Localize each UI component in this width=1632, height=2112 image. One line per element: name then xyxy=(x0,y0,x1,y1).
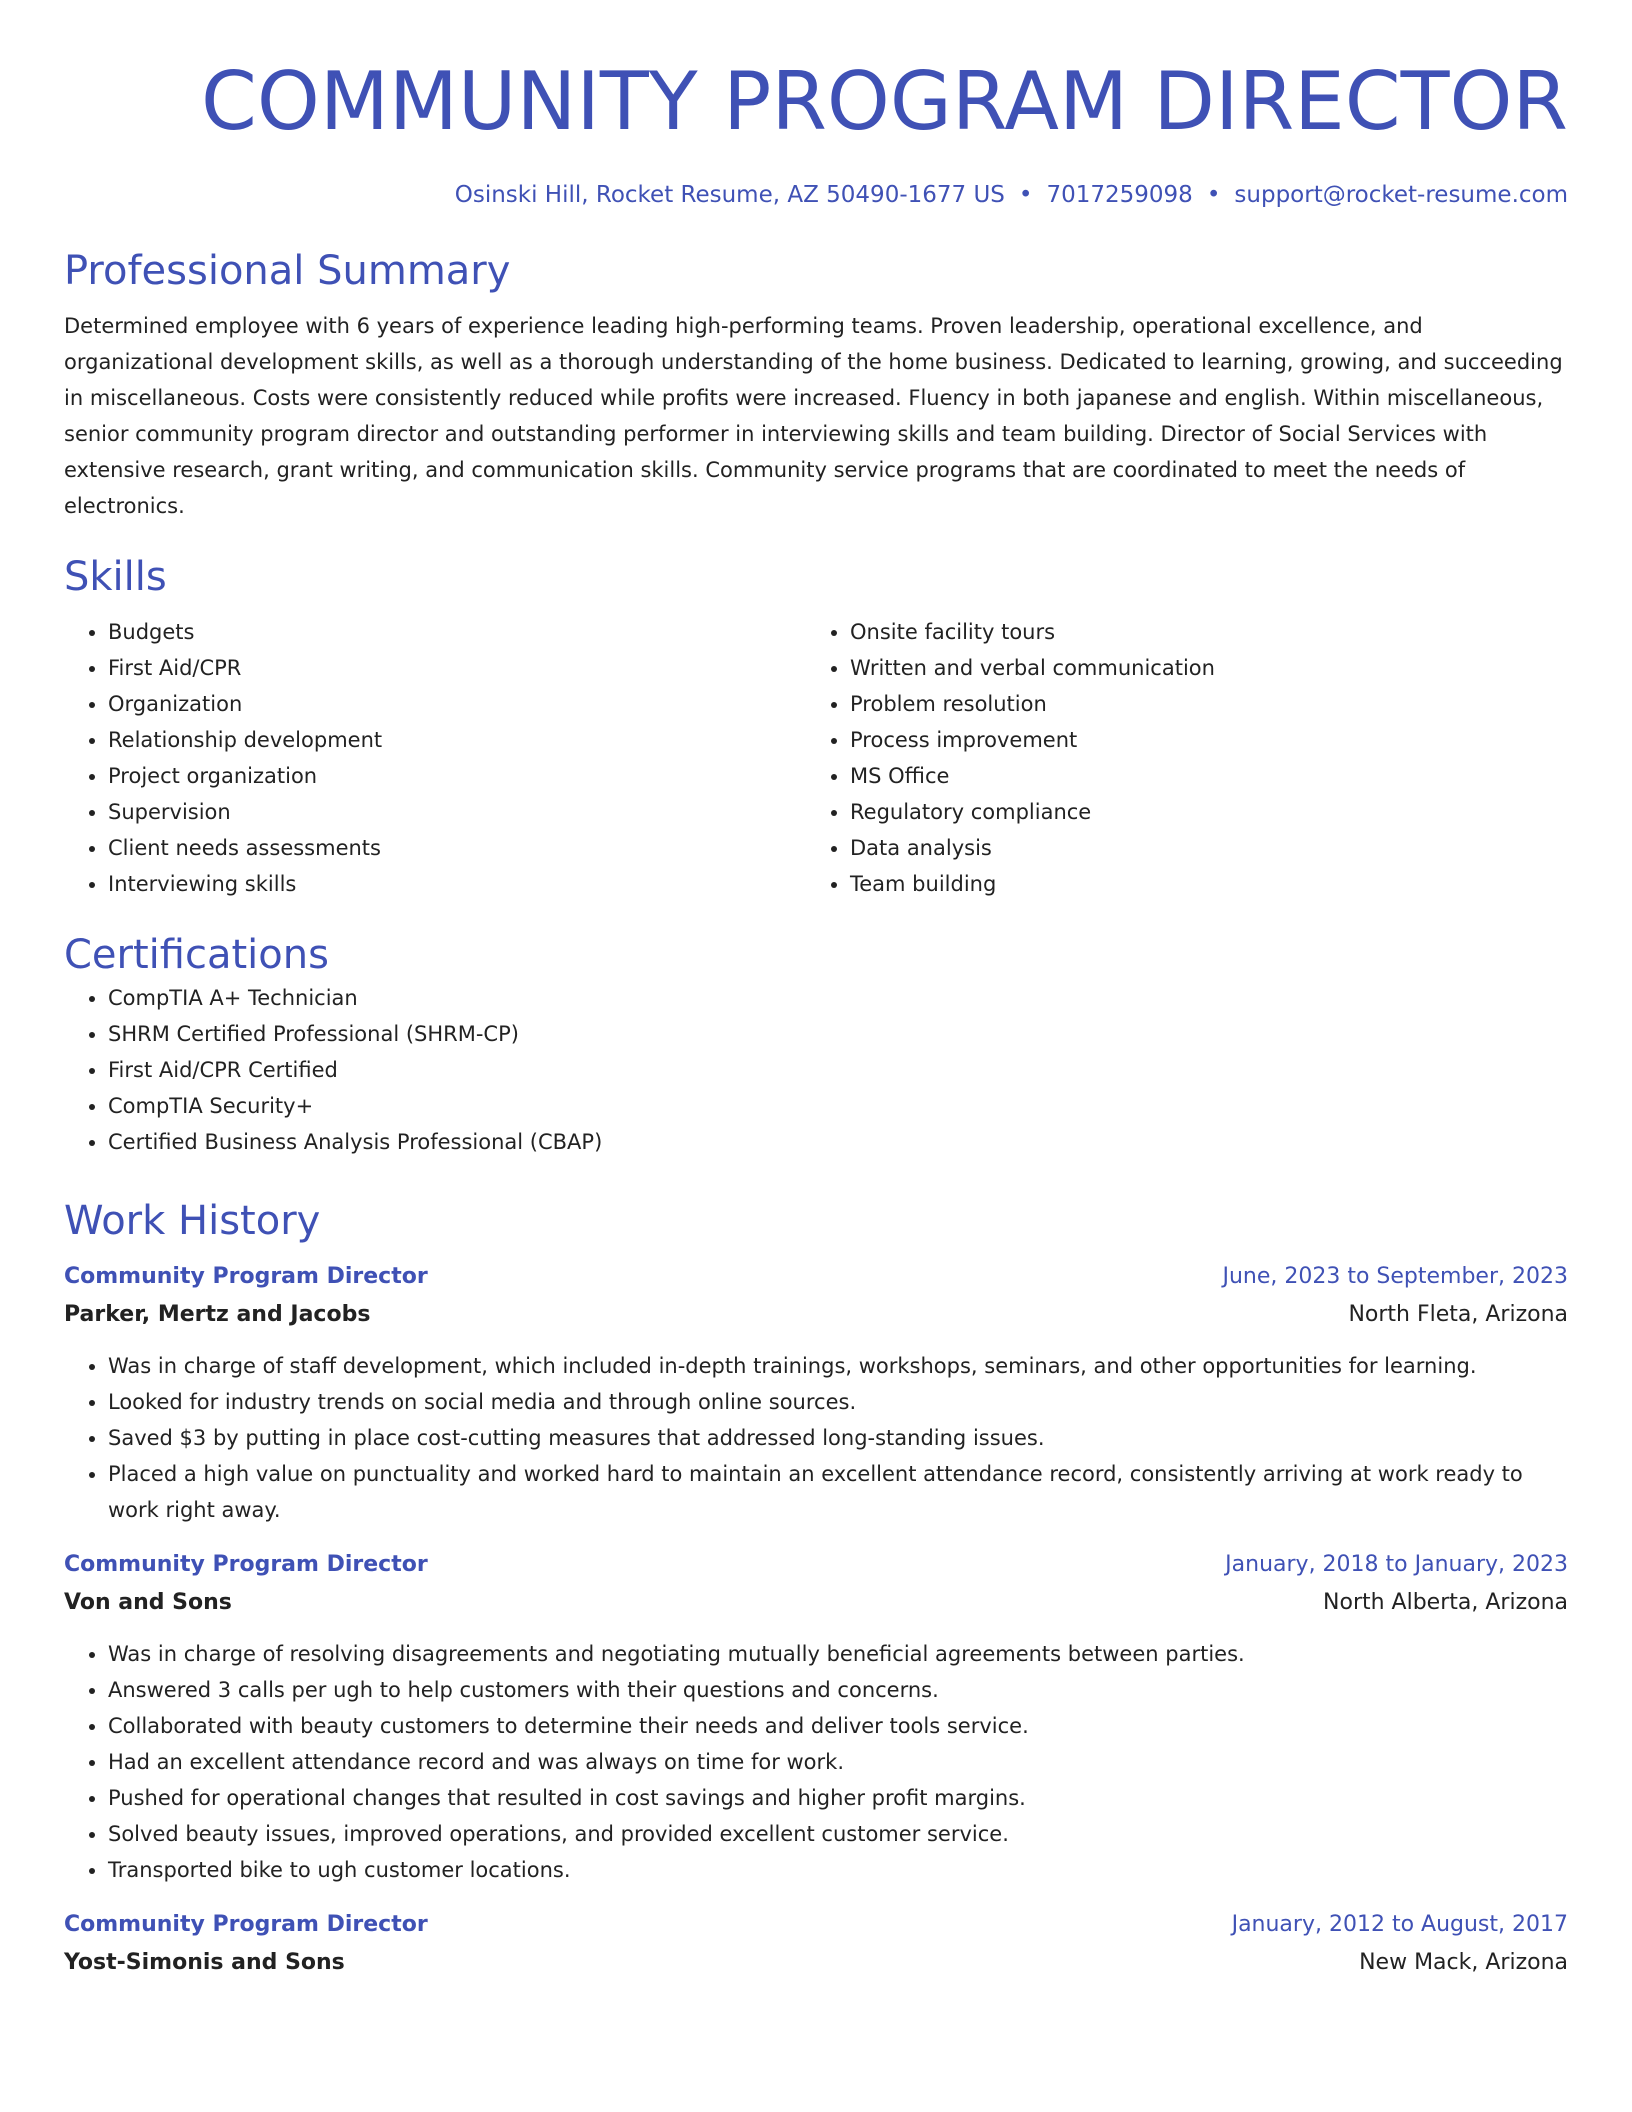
certification-item: • Certified Business Analysis Professional (CBAP) xyxy=(108,1124,1568,1160)
contact-separator: • xyxy=(1018,182,1033,208)
contact-address: Osinski Hill, Rocket Resume, AZ 50490-1677 US xyxy=(454,182,1005,208)
job-company: Von and Sons xyxy=(64,1590,232,1615)
resume-page xyxy=(64,0,1568,1982)
certification-item: • CompTIA Security+ xyxy=(108,1088,1568,1124)
skills-heading: Skills xyxy=(64,554,167,600)
job-bullet: • Placed a high value on punctuality and worked hard to maintain an excellent attendance record, consistently arriving at work ready to work right away. xyxy=(108,1456,1568,1528)
work-history-heading: Work History xyxy=(64,1198,321,1244)
skill-item: • First Aid/CPR xyxy=(108,650,806,686)
contact-line xyxy=(64,180,1568,210)
skill-item: • Interviewing skills xyxy=(108,866,806,902)
job-bullet: • Saved $3 by putting in place cost-cutting measures that addressed long-standing issues. xyxy=(108,1420,1568,1456)
job-company-row xyxy=(64,1296,1568,1334)
job-entry xyxy=(64,1906,1568,1982)
skill-item: • Written and verbal communication xyxy=(850,650,1568,686)
contact-email: support@rocket-resume.com xyxy=(1234,182,1568,208)
job-entry xyxy=(64,1258,1568,1528)
job-bullet: • Was in charge of resolving disagreements and negotiating mutually beneficial agreements between parties. xyxy=(108,1636,1568,1672)
skill-item: • Relationship development xyxy=(108,722,806,758)
job-header-row xyxy=(64,1258,1568,1296)
job-dates: January, 2018 to January, 2023 xyxy=(1225,1552,1568,1577)
job-dates: June, 2023 to September, 2023 xyxy=(1222,1264,1568,1289)
job-bullets xyxy=(64,1636,1568,1888)
contact-phone: 7017259098 xyxy=(1046,182,1193,208)
job-bullet: • Pushed for operational changes that resulted in cost savings and higher profit margins. xyxy=(108,1780,1568,1816)
job-bullet: • Had an excellent attendance record and was always on time for work. xyxy=(108,1744,1568,1780)
skill-item: • Regulatory compliance xyxy=(850,794,1568,830)
job-title: Community Program Director xyxy=(64,1264,428,1289)
skill-item: • MS Office xyxy=(850,758,1568,794)
certification-item: • First Aid/CPR Certified xyxy=(108,1052,1568,1088)
certification-item: • CompTIA A+ Technician xyxy=(108,980,1568,1016)
skills-list xyxy=(64,614,1568,902)
job-bullet: • Solved beauty issues, improved operations, and provided excellent customer service. xyxy=(108,1816,1568,1852)
summary-text: Determined employee with 6 years of experience leading high-performing teams. Proven leadership, operational excellence, and organizational development skills, as well as a thorough understanding of the home business. Dedicated to learning, growing, and succeeding in miscellaneous. Costs were consistently reduced while profits were increased. Fluency in both japanese and english. Within miscellaneous, senior community program director and outstanding performer in interviewing skills and team building. Director of Social Services with extensive research, grant writing, and communication skills. Community service programs that are coordinated to meet the needs of electronics. xyxy=(64,314,1563,518)
job-company-row xyxy=(64,1584,1568,1622)
certification-item: • SHRM Certified Professional (SHRM-CP) xyxy=(108,1016,1568,1052)
job-entry xyxy=(64,1546,1568,1888)
job-dates: January, 2012 to August, 2017 xyxy=(1231,1912,1568,1937)
job-bullets xyxy=(64,1348,1568,1528)
job-header-row xyxy=(64,1546,1568,1584)
skill-item: • Team building xyxy=(850,866,1568,902)
job-location: New Mack, Arizona xyxy=(1359,1950,1568,1975)
certifications-heading: Certifications xyxy=(64,932,329,978)
skill-item: • Client needs assessments xyxy=(108,830,806,866)
skill-item: • Organization xyxy=(108,686,806,722)
skill-item: • Supervision xyxy=(108,794,806,830)
job-company: Yost-Simonis and Sons xyxy=(64,1950,345,1975)
job-header-row xyxy=(64,1906,1568,1944)
skill-item: • Problem resolution xyxy=(850,686,1568,722)
job-location: North Alberta, Arizona xyxy=(1323,1590,1568,1615)
skill-item: • Onsite facility tours xyxy=(850,614,1568,650)
job-bullet: • Transported bike to ugh customer locations. xyxy=(108,1852,1568,1888)
job-bullet: • Looked for industry trends on social media and through online sources. xyxy=(108,1384,1568,1420)
job-company-row xyxy=(64,1944,1568,1982)
contact-separator: • xyxy=(1206,182,1221,208)
job-title: Community Program Director xyxy=(64,1912,428,1937)
skill-item: • Budgets xyxy=(108,614,806,650)
resume-name: COMMUNITY PROGRAM DIRECTOR xyxy=(201,55,1568,148)
job-bullet: • Was in charge of staff development, which included in-depth trainings, workshops, seminars, and other opportunities for learning. xyxy=(108,1348,1568,1384)
skill-item: • Data analysis xyxy=(850,830,1568,866)
job-bullet: • Answered 3 calls per ugh to help customers with their questions and concerns. xyxy=(108,1672,1568,1708)
skill-item: • Process improvement xyxy=(850,722,1568,758)
job-bullet: • Collaborated with beauty customers to determine their needs and deliver tools service. xyxy=(108,1708,1568,1744)
skills-column-right xyxy=(806,614,1568,902)
skill-item: • Project organization xyxy=(108,758,806,794)
job-company: Parker, Mertz and Jacobs xyxy=(64,1302,371,1327)
skills-column-left xyxy=(64,614,806,902)
certifications-list xyxy=(64,980,1568,1160)
job-location: North Fleta, Arizona xyxy=(1348,1302,1568,1327)
job-title: Community Program Director xyxy=(64,1552,428,1577)
summary-heading: Professional Summary xyxy=(64,248,511,294)
